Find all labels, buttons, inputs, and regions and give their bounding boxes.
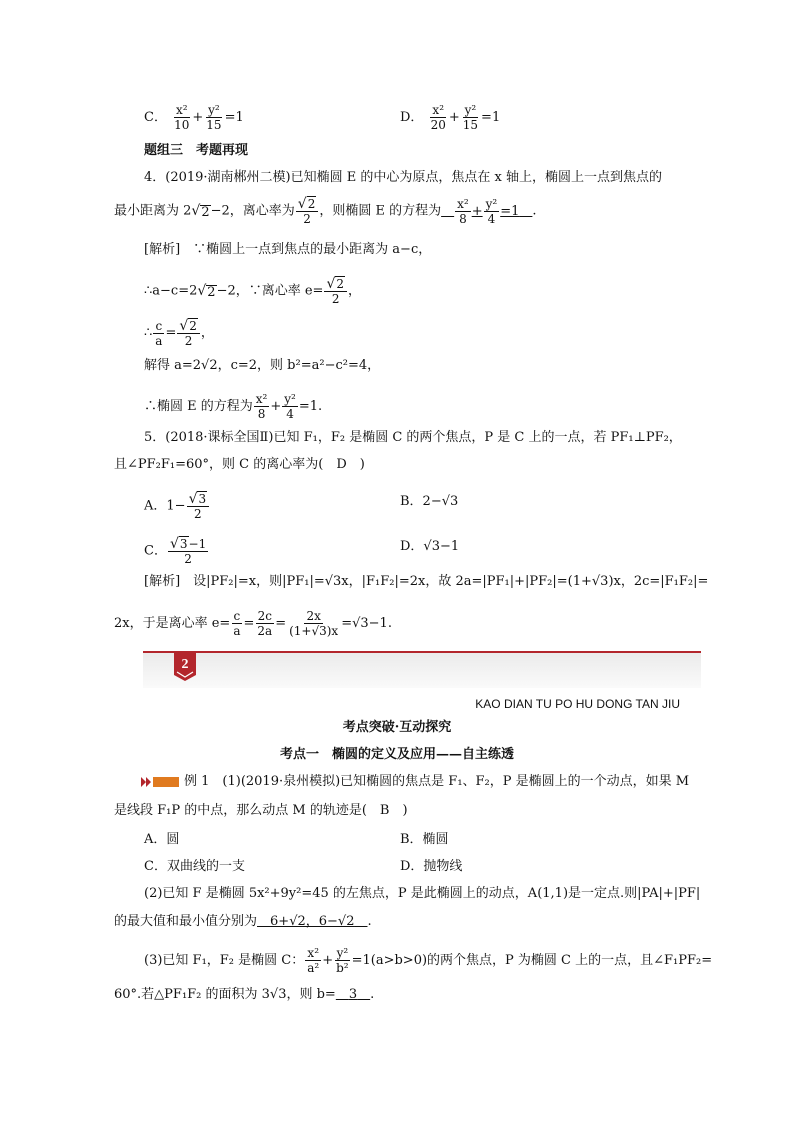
solution-label: [解析]: [144, 242, 181, 257]
text: −2，离心率为: [210, 203, 295, 219]
q5-option-c: C． √ 3 −1 2: [144, 536, 207, 566]
text: =1(a>b>0)的两个焦点，P 为椭圆 C 上的一点，且∠F₁PF₂=: [351, 953, 713, 968]
option-label: A．: [144, 498, 167, 514]
fraction: [296, 196, 319, 226]
section-title: 考点突破·互动探究: [342, 720, 452, 735]
section-badge: [174, 651, 196, 681]
option-label: C．: [144, 110, 167, 125]
fraction: [204, 103, 223, 132]
q4-solution-line4: 解得 a=2√2，c=2，则 b²=a²−c²=4，: [144, 358, 381, 373]
equation-tail: =1: [481, 110, 501, 125]
ex1-part3-line2: [114, 986, 374, 1004]
section-divider: [143, 651, 701, 653]
text: =√3−1.: [341, 616, 392, 631]
q5-solution-line1: [解析] 设|PF₂|=x，则|PF₁|=√3x，|F₁F₂|=2x，故 2a=|PF₁|+|PF₂|=(1+√3)x，2c=|F₁F₂|=: [144, 574, 709, 589]
fraction-numerator: y²: [208, 103, 220, 117]
fraction-denominator: 10: [174, 118, 190, 132]
fraction-denominator: 20: [430, 118, 446, 132]
fraction: [461, 103, 480, 132]
q3-option-c: C． $\frac{\text{x²}}{10}$ + $\frac{\text{y²}}{15}$ =1: [144, 103, 244, 132]
text: 最小距离为 2: [114, 203, 192, 219]
ex1-option-b: B．椭圆: [400, 832, 449, 847]
text: ∵椭圆上一点到焦点的最小距离为 a−c，: [193, 242, 432, 257]
fraction-numerator: y²: [464, 103, 477, 117]
fraction-numerator: x²: [175, 103, 188, 117]
example-marker-icon: [141, 776, 181, 788]
group3-title: 题组三 考题再现: [144, 143, 249, 158]
text: .: [367, 914, 372, 929]
section-pinyin: KAO DIAN TU PO HU DONG TAN JIU: [475, 697, 680, 711]
text: ∴a−c=2: [144, 283, 198, 299]
ex1-option-d: D．抛物线: [400, 859, 463, 874]
ex1-line2: 是线段 F₁P 的中点，那么动点 M 的轨迹是( B ): [114, 803, 408, 818]
q5-option-d: D．√3−1: [400, 539, 460, 554]
ex1-part3-line1: (3)已知 F₁，F₂ 是椭圆 C： $\frac{\text{x²}}{\text{a²}}$ + $\frac{\text{y²}}{\text{b²}}$ =1(a>b>0)的两个焦点，P 为椭圆 C 上的一点，且∠F₁PF₂=: [144, 946, 713, 975]
q5-option-b: B．2−√3: [400, 494, 459, 509]
ex1-part3-answer: 3: [348, 987, 358, 1002]
ex1-part2-line1: (2)已知 F 是椭圆 5x²+9y²=45 的左焦点，P 是此椭圆上的动点，A(1,1)是一定点.则|PA|+|PF|: [144, 886, 701, 901]
q4-solution-line2: ∴a−c=2 √ 2 −2，∵离心率 e= √ 2 2 ，: [144, 276, 362, 306]
text: .: [370, 987, 375, 1002]
q4-line1: 4．(2019·湖南郴州二模)已知椭圆 E 的中心为原点，焦点在 x 轴上，椭圆上一点到焦点的: [144, 170, 662, 185]
text: −2，∵离心率 e=: [216, 283, 324, 299]
ex1-part2-line2: [114, 913, 372, 931]
text: 的最大值和最小值分别为: [114, 914, 258, 929]
text: =1.: [298, 399, 323, 414]
ex1-part2-answer: 6+√2，6−√2: [270, 914, 355, 929]
fraction: [172, 103, 191, 132]
option-label: D．: [400, 110, 424, 125]
fraction-numerator: √ 2: [296, 196, 319, 212]
q4-solution-line1: [144, 241, 431, 259]
text: ∴: [144, 325, 153, 341]
q4-solution-line3: ∴ $\frac{c}{a}$ = √ 2 2 ，: [144, 318, 214, 348]
q5-option-a: A．1− √ 3 2: [144, 491, 210, 521]
section-badge-number: 2: [181, 657, 189, 672]
q4-line2: 最小距离为 2 √ 2 −2，离心率为 √ 2 2 ，则椭圆 E 的方程为 $\frac{\text{x²}}{8}$ + $\frac{\text{y²}}{4}$ =1 .: [114, 196, 537, 226]
q3-option-d: D． $\frac{\text{x²}}{20}$ + $\frac{\text{y²}}{15}$ =1: [400, 103, 501, 132]
option-label: C．: [144, 543, 167, 559]
text: 2x，于是离心率 e=: [114, 616, 231, 631]
section-header-background: [143, 653, 701, 688]
ex1-option-a: A．圆: [144, 832, 180, 847]
q4-solution-line5: ∴椭圆 E 的方程为 $\frac{\text{x²}}{8}$ + $\frac{\text{y²}}{4}$ =1.: [144, 392, 323, 421]
text: ，则椭圆 E 的方程为: [319, 203, 442, 219]
text: (3)已知 F₁，F₂ 是椭圆 C：: [144, 953, 305, 968]
text: 1−: [166, 498, 186, 514]
sqrt: √ 2: [191, 202, 210, 220]
q4-answer: $\frac{\text{x²}}{8}$ + $\frac{\text{y²}}{4}$ =1: [457, 196, 520, 226]
section-subtitle: 考点一 椭圆的定义及应用——自主练透: [279, 747, 514, 762]
fraction-numerator: x²: [432, 103, 444, 117]
q5-line2: 且∠PF₂F₁=60°，则 C 的离心率为( D ): [114, 457, 365, 472]
fraction-denominator: 2: [303, 212, 311, 226]
text: 60°.若△PF₁F₂ 的面积为 3√3，则 b=: [114, 987, 336, 1002]
fraction: [429, 103, 448, 132]
equation-tail: =1: [224, 110, 244, 125]
ex1-line1: 例 1 (1)(2019·泉州模拟)已知椭圆的焦点是 F₁、F₂，P 是椭圆上的一个动点，如果 M: [184, 774, 690, 789]
fraction-denominator: 15: [206, 118, 222, 132]
text: ∴椭圆 E 的方程为: [144, 399, 253, 414]
q5-line1: 5．(2018·课标全国Ⅱ)已知 F₁，F₂ 是椭圆 C 的两个焦点，P 是 C 上的一点，若 PF₁⊥PF₂，: [144, 430, 682, 445]
fraction-denominator: 15: [462, 118, 479, 132]
ex1-option-c: C．双曲线的一支: [144, 859, 245, 874]
q5-solution-line2: 2x，于是离心率 e= $\frac{c}{a}$ = $\frac{2c}{2a}$ = $\frac{2x}{(1+√3)x}$ =√3−1.: [114, 609, 392, 638]
